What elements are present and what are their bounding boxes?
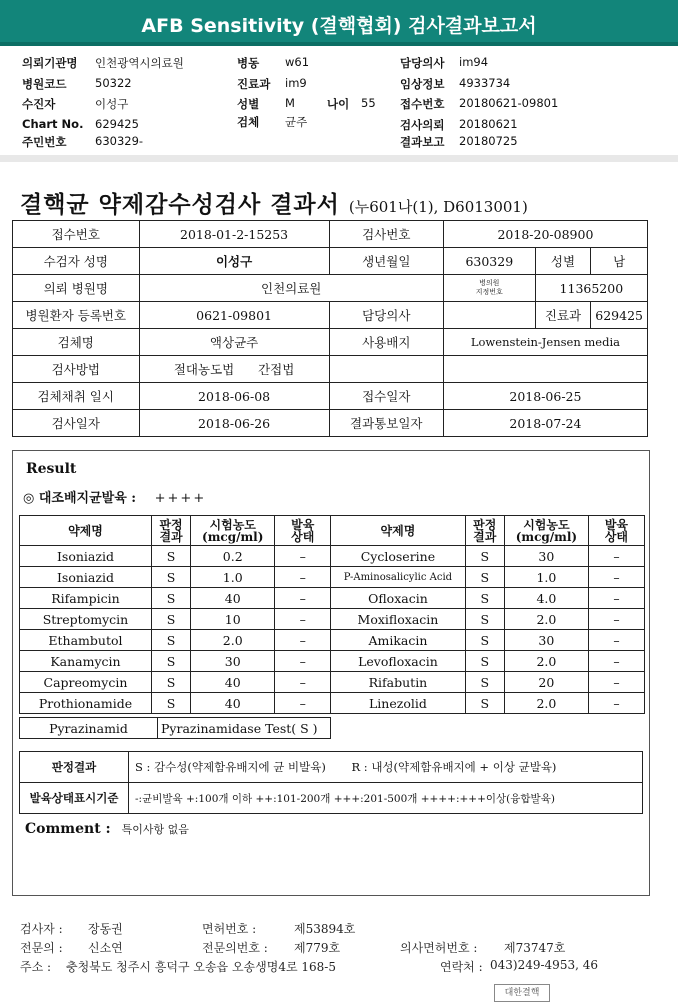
drug-left-result: S <box>151 672 190 693</box>
drug-right-status: – <box>588 672 644 693</box>
contact-value: 043)249-4953, 46 <box>490 958 598 972</box>
notify-value: 2018-07-24 <box>443 410 647 437</box>
drug-left-result: S <box>151 630 190 651</box>
license-label: 면허번호 : <box>202 922 257 936</box>
legend-growth-label: 발육상태표시기준 <box>20 783 129 814</box>
drug-row <box>20 693 645 714</box>
test-date-value: 2018-06-26 <box>139 410 329 437</box>
drug-right-status: – <box>588 567 644 588</box>
report-value: 20180725 <box>459 134 518 148</box>
drug-right-drug: Amikacin <box>331 630 465 651</box>
control-growth-label: ◎ 대조배지균발육 : <box>23 491 137 506</box>
drug-row <box>20 588 645 609</box>
specialist-no-value: 제779호 <box>294 941 341 955</box>
status-header-left-1: 발육 <box>291 517 315 532</box>
collect-label: 검체채취 일시 <box>13 383 140 410</box>
test-date-label: 검사일자 <box>13 410 140 437</box>
drug-row <box>20 672 645 693</box>
sex-value: 남 <box>591 248 648 275</box>
drug-left-conc: 40 <box>191 588 275 609</box>
drug-left-status: – <box>275 567 331 588</box>
institution-value: 인천광역시의료원 <box>95 56 184 70</box>
medium-label: 사용배지 <box>329 329 443 356</box>
drug-header-right: 약제명 <box>331 516 465 546</box>
dept-value: 629425 <box>591 302 648 329</box>
drug-left-drug: Isoniazid <box>20 546 152 567</box>
patient-info-header <box>0 52 678 152</box>
drug-table-body <box>20 546 645 714</box>
specialist-value: 신소연 <box>88 941 123 955</box>
reg-no-value: 0621-09801 <box>139 302 329 329</box>
drug-left-drug: Capreomycin <box>20 672 152 693</box>
drug-right-conc: 2.0 <box>504 693 588 714</box>
dob-value: 630329 <box>443 248 535 275</box>
comment-text: 특이사항 없음 <box>121 823 189 836</box>
control-growth <box>23 487 206 506</box>
drug-right-drug: Rifabutin <box>331 672 465 693</box>
address-value: 충청북도 청주시 흥덕구 오송읍 오송생명4로 168-5 <box>66 960 336 974</box>
drug-left-conc: 2.0 <box>191 630 275 651</box>
specimen-label: 검체명 <box>13 329 140 356</box>
dept-label: 진료과 <box>535 302 591 329</box>
title-underline <box>0 42 678 46</box>
specialist-no-label: 전문의번호 : <box>202 941 268 955</box>
conc-header-right-2: (mcg/ml) <box>515 529 578 544</box>
test-no-value: 2018-20-08900 <box>443 221 647 248</box>
judge-header-left-1: 판정 <box>159 517 183 532</box>
drug-right-drug: Ofloxacin <box>331 588 465 609</box>
hospital-label: 의뢰 병원명 <box>13 275 140 302</box>
drug-left-conc: 40 <box>191 693 275 714</box>
drug-right-conc: 1.0 <box>504 567 588 588</box>
drug-left-status: – <box>275 693 331 714</box>
drug-left-drug: Streptomycin <box>20 609 152 630</box>
drug-right-result: S <box>465 651 504 672</box>
drug-right-result: S <box>465 609 504 630</box>
drug-right-status: – <box>588 651 644 672</box>
name-value: 이성구 <box>139 248 329 275</box>
comment-label: Comment : <box>25 821 111 837</box>
drug-left-drug: Prothionamide <box>20 693 152 714</box>
drug-left-result: S <box>151 693 190 714</box>
hospital-value: 인천의료원 <box>139 275 443 302</box>
drug-row <box>20 546 645 567</box>
conc-header-left <box>191 516 275 546</box>
clinical-value: 4933734 <box>459 76 511 90</box>
legend-judge-s: S : 감수성(약제함유배지에 균 비발육) <box>135 760 326 774</box>
association-stamp: 대한결핵 <box>494 984 550 1002</box>
drug-table-header <box>20 516 645 546</box>
drug-right-conc: 30 <box>504 546 588 567</box>
drug-left-result: S <box>151 588 190 609</box>
medium-value: Lowenstein-Jensen media <box>443 329 647 356</box>
drug-left-drug: Isoniazid <box>20 567 152 588</box>
drug-left-conc: 10 <box>191 609 275 630</box>
receive-label: 접수일자 <box>329 383 443 410</box>
legend-judge-text <box>129 752 643 783</box>
reg-no-label: 병원환자 등록번호 <box>13 302 140 329</box>
drug-left-conc: 1.0 <box>191 567 275 588</box>
name-label: 수검자 성명 <box>13 248 140 275</box>
drug-right-status: – <box>588 693 644 714</box>
status-header-right <box>588 516 644 546</box>
tester-value: 장동권 <box>88 922 123 936</box>
request-label: 검사의뢰 <box>400 118 445 132</box>
method-value-1: 절대농도법 <box>173 362 235 377</box>
age-label: 나이 <box>327 97 350 111</box>
license-value: 제53894호 <box>294 922 356 936</box>
sex-label: 성별 <box>237 97 260 111</box>
doctor-label: 담당의사 <box>329 302 443 329</box>
specimen-label: 검체 <box>237 115 260 129</box>
drug-right-status: – <box>588 588 644 609</box>
status-header-right-2: 상태 <box>604 529 629 544</box>
drug-row <box>20 609 645 630</box>
drug-right-result: S <box>465 546 504 567</box>
drug-left-status: – <box>275 609 331 630</box>
doctor-value <box>443 302 535 329</box>
conc-header-right-1: 시험농도 <box>523 517 570 532</box>
patient-value: 이성구 <box>95 97 129 111</box>
receipt-no-label: 접수번호 <box>13 221 140 248</box>
address-label: 주소 : <box>20 960 52 974</box>
specimen-info-table <box>12 220 648 437</box>
collect-value: 2018-06-08 <box>139 383 329 410</box>
doctor-license-value: 제73747호 <box>504 941 566 955</box>
sex-value: M <box>285 96 295 110</box>
drug-right-result: S <box>465 672 504 693</box>
drug-left-status: – <box>275 651 331 672</box>
method-blank-1 <box>329 356 443 383</box>
tester-label: 검사자 : <box>20 922 63 936</box>
clinical-label: 임상정보 <box>400 77 445 91</box>
drug-right-conc: 2.0 <box>504 651 588 672</box>
drug-right-conc: 20 <box>504 672 588 693</box>
drug-right-result: S <box>465 567 504 588</box>
drug-right-status: – <box>588 609 644 630</box>
drug-right-conc: 2.0 <box>504 609 588 630</box>
drug-row <box>20 567 645 588</box>
sex-label: 성별 <box>535 248 591 275</box>
test-no-label: 검사번호 <box>329 221 443 248</box>
notify-label: 결과통보일자 <box>329 410 443 437</box>
document-title <box>20 186 528 219</box>
receipt-value: 20180621-09801 <box>459 96 559 110</box>
drug-left-result: S <box>151 546 190 567</box>
pyrazinamid-test: Pyrazinamidase Test( S ) <box>158 718 331 739</box>
age-value: 55 <box>361 96 376 110</box>
dept-value: im9 <box>285 76 307 90</box>
drug-left-status: – <box>275 672 331 693</box>
receive-value: 2018-06-25 <box>443 383 647 410</box>
drug-left-conc: 40 <box>191 672 275 693</box>
receipt-label: 접수번호 <box>400 97 445 111</box>
control-growth-value: ++++ <box>154 491 207 506</box>
hospital-code-value: 50322 <box>95 76 132 90</box>
drug-left-drug: Rifampicin <box>20 588 152 609</box>
drug-left-drug: Kanamycin <box>20 651 152 672</box>
specialist-label: 전문의 : <box>20 941 63 955</box>
receipt-no-value: 2018-01-2-15253 <box>139 221 329 248</box>
report-title-bar <box>0 0 678 46</box>
hospital-no-label-1: 병의원 <box>479 279 500 287</box>
drug-row <box>20 630 645 651</box>
drug-right-result: S <box>465 588 504 609</box>
method-value <box>139 356 329 383</box>
chart-value: 629425 <box>95 117 139 131</box>
doctor-label: 담당의사 <box>400 56 445 70</box>
report-label: 결과보고 <box>400 135 445 149</box>
status-header-right-1: 발육 <box>604 517 629 532</box>
status-header-left-2: 상태 <box>291 529 315 544</box>
pyrazinamid-drug: Pyrazinamid <box>20 718 158 739</box>
specimen-value: 균주 <box>285 115 308 129</box>
drug-right-drug: Linezolid <box>331 693 465 714</box>
result-section <box>12 450 650 896</box>
hospital-code-label: 병원코드 <box>22 77 67 91</box>
judge-header-right-1: 판정 <box>473 517 497 532</box>
drug-left-conc: 0.2 <box>191 546 275 567</box>
conc-header-right <box>504 516 588 546</box>
comment <box>25 821 189 837</box>
ward-value: w61 <box>285 55 310 69</box>
institution-label: 의뢰기관명 <box>22 56 78 70</box>
section-divider <box>0 155 678 162</box>
hospital-no-label-2: 지정번호 <box>475 288 503 296</box>
drug-left-status: – <box>275 588 331 609</box>
report-title: AFB Sensitivity (결핵협회) 검사결과보고서 <box>141 15 537 37</box>
status-header-left <box>275 516 331 546</box>
judge-header-left-2: 결과 <box>159 529 183 544</box>
drug-left-status: – <box>275 546 331 567</box>
drug-right-drug: P-Aminosalicylic Acid <box>331 567 465 588</box>
id-label: 주민번호 <box>22 135 67 149</box>
drug-left-result: S <box>151 609 190 630</box>
drug-row <box>20 651 645 672</box>
drug-right-status: – <box>588 546 644 567</box>
judge-header-right-2: 결과 <box>473 529 497 544</box>
conc-header-left-1: 시험농도 <box>209 517 256 532</box>
drug-right-result: S <box>465 630 504 651</box>
chart-label: Chart No. <box>22 117 84 131</box>
drug-right-result: S <box>465 693 504 714</box>
drug-left-status: – <box>275 630 331 651</box>
dob-label: 생년월일 <box>329 248 443 275</box>
method-label: 검사방법 <box>13 356 140 383</box>
legend-judge-r: R : 내성(약제함유배지에 + 이상 균발육) <box>351 760 557 774</box>
drug-sensitivity-table <box>19 515 645 714</box>
doctor-license-label: 의사면허번호 : <box>400 941 478 955</box>
legend-judge-label: 판정결과 <box>20 752 129 783</box>
contact-label: 연락처 : <box>440 960 483 974</box>
legend-growth-text: -:균비발육 +:100개 이하 ++:101-200개 +++:201-500개 ++++:+++이상(융합발육) <box>129 783 643 814</box>
pyrazinamid-row <box>19 717 331 739</box>
legend-table <box>19 751 643 814</box>
scanned-report-document <box>0 162 678 1000</box>
drug-right-conc: 30 <box>504 630 588 651</box>
request-value: 20180621 <box>459 117 518 131</box>
hospital-no-value: 11365200 <box>535 275 647 302</box>
id-value: 630329- <box>95 134 144 148</box>
result-title: Result <box>26 461 77 477</box>
dept-label: 진료과 <box>237 77 271 91</box>
method-blank-2 <box>443 356 647 383</box>
drug-right-conc: 4.0 <box>504 588 588 609</box>
conc-header-left-2: (mcg/ml) <box>202 529 264 544</box>
drug-left-result: S <box>151 651 190 672</box>
drug-right-drug: Cycloserine <box>331 546 465 567</box>
drug-right-status: – <box>588 630 644 651</box>
method-value-2: 간접법 <box>258 362 295 377</box>
doctor-value: im94 <box>459 55 489 69</box>
specimen-value: 액상균주 <box>139 329 329 356</box>
patient-label: 수진자 <box>22 97 56 111</box>
document-subtitle: (누601나(1), D6013001) <box>348 198 528 216</box>
drug-right-drug: Levofloxacin <box>331 651 465 672</box>
drug-left-conc: 30 <box>191 651 275 672</box>
ward-label: 병동 <box>237 56 260 70</box>
drug-header-left: 약제명 <box>20 516 152 546</box>
drug-left-drug: Ethambutol <box>20 630 152 651</box>
document-title-text: 결핵균 약제감수성검사 결과서 <box>20 191 340 218</box>
judge-header-left <box>151 516 190 546</box>
drug-right-drug: Moxifloxacin <box>331 609 465 630</box>
judge-header-right <box>465 516 504 546</box>
hospital-no-label <box>443 275 535 302</box>
drug-left-result: S <box>151 567 190 588</box>
